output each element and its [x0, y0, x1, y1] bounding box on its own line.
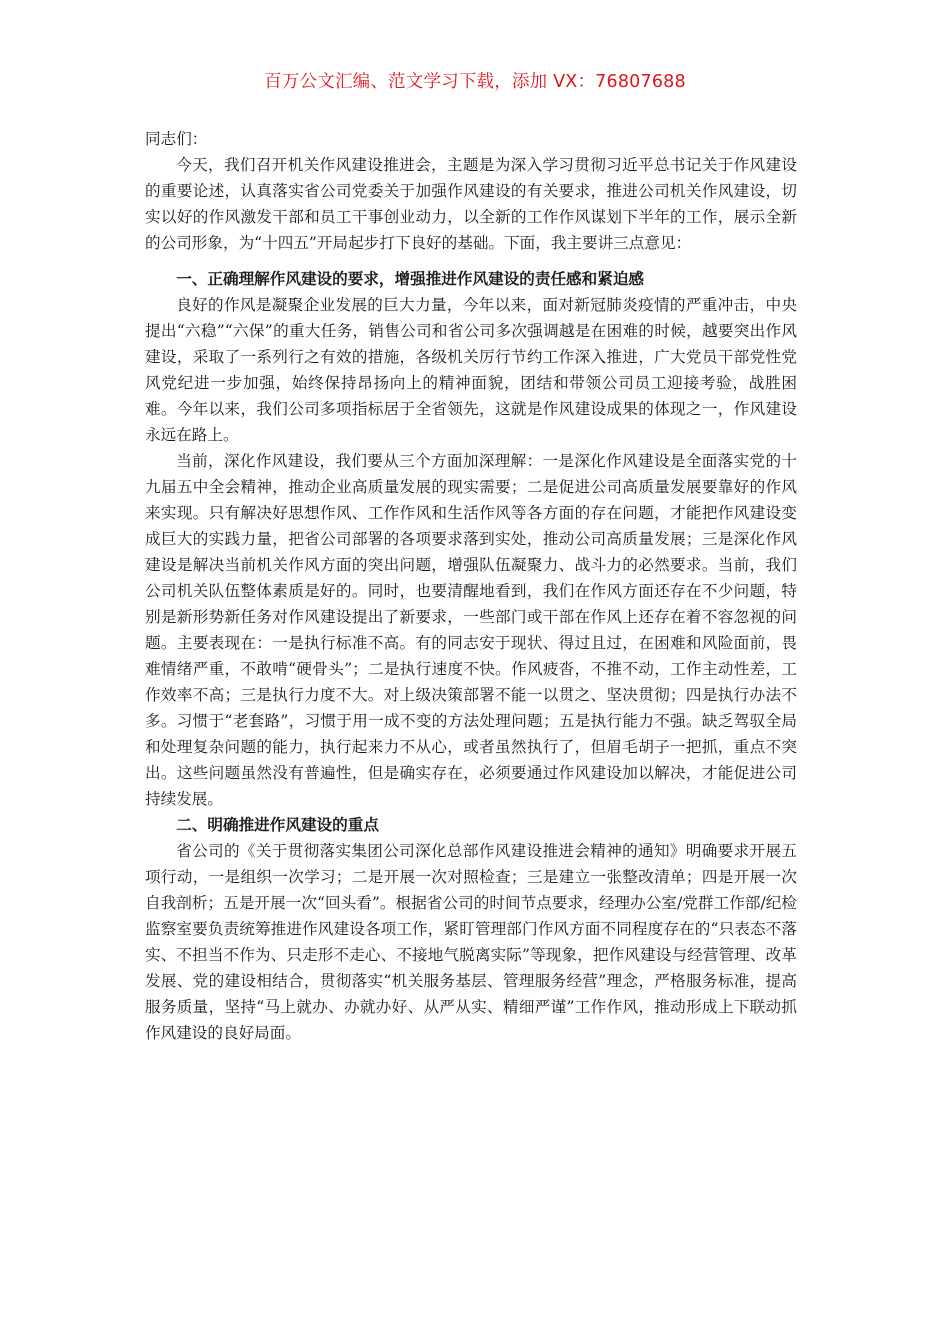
section-1-heading: 一、正确理解作风建设的要求，增强推进作风建设的责任感和紧迫感: [176, 269, 645, 288]
section-1-paragraph-2: 当前，深化作风建设，我们要从三个方面加深理解：一是深化作风建设是全面落实党的十九届五中全会精神，推动企业高质量发展的现实需要；二是促进公司高质量发展要靠好的作风来实现。只有解决好思想作风、工作作风和生活作风等各方面的存在问题，才能把作风建设变成巨大的实践力量，把省公司部署的各项要求落到实处，推动公司高质量发展；三是深化作风建设是解决当前机关作风方面的突出问题，增强队伍凝聚力、战斗力的必然要求。当前，我们公司机关队伍整体素质是好的。同时，也要清醒地看到，我们在作风方面还存在不少问题，特别是新形势新任务对作风建设提出了新要求，一些部门或干部在作风上还存在着不容忽视的问题。主要表现在：一是执行标准不高。有的同志安于现状、得过且过，在困难和风险面前，畏难情绪严重，不敢啃“硬骨头”；二是执行速度不快。作风疲沓，不推不动，工作主动性差，工作效率不高；三是执行力度不大。对上级决策部署不能一以贯之、坚决贯彻；四是执行办法不多。习惯于“老套路”，习惯于用一成不变的方法处理问题；五是执行能力不强。缺乏驾驭全局和处理复杂问题的能力，执行起来力不从心，或者虽然执行了，但眉毛胡子一把抓，重点不突出。这些问题虽然没有普遍性，但是确实存在，必须要通过作风建设加以解决，才能促进公司持续发展。: [145, 452, 797, 808]
document-body: [145, 126, 797, 1046]
intro-paragraph: 今天，我们召开机关作风建设推进会，主题是为深入学习贯彻习近平总书记关于作风建设的重要论述，认真落实省公司党委关于加强作风建设的有关要求，推进公司机关作风建设，切实以好的作风激发干部和员工干事创业动力，以全新的工作作风谋划下半年的工作，展示全新的公司形象，为“十四五”开局起步打下良好的基础。下面，我主要讲三点意见：: [145, 156, 797, 252]
salutation: 同志们：: [145, 130, 208, 148]
section-1-paragraph-1: 良好的作风是凝聚企业发展的巨大力量，今年以来，面对新冠肺炎疫情的严重冲击，中央提出“六稳”“六保”的重大任务，销售公司和省公司多次强调越是在困难的时候，越要突出作风建设，采取了一系列行之有效的措施，各级机关厉行节约工作深入推进，广大党员干部党性党风党纪进一步加强，始终保持昂扬向上的精神面貌，团结和带领公司员工迎接考验，战胜困难。今年以来，我们公司多项指标居于全省领先，这就是作风建设成果的体现之一，作风建设永远在路上。: [145, 296, 797, 444]
section-2-paragraph-1: 省公司的《关于贯彻落实集团公司深化总部作风建设推进会精神的通知》明确要求开展五项行动，一是组织一次学习；二是开展一次对照检查；三是建立一张整改清单；四是开展一次自我剖析；五是开展一次“回头看”。根据省公司的时间节点要求，经理办公室/党群工作部/纪检监察室要负责统筹推进作风建设各项工作，紧盯管理部门作风方面不同程度存在的“只表态不落实、不担当不作为、只走形不走心、不接地气脱离实际”等现象，把作风建设与经营管理、改革发展、党的建设相结合，贯彻落实“机关服务基层、管理服务经营”理念，严格服务标准，提高服务质量，坚持“马上就办、办就办好、从严从实、精细严谨”工作作风，推动形成上下联动抓作风建设的良好局面。: [145, 842, 797, 1042]
section-2-heading: 二、明确推进作风建设的重点: [176, 815, 379, 834]
watermark-header: 百万公文汇编、范文学习下载，添加 VX：76807688: [264, 72, 686, 92]
